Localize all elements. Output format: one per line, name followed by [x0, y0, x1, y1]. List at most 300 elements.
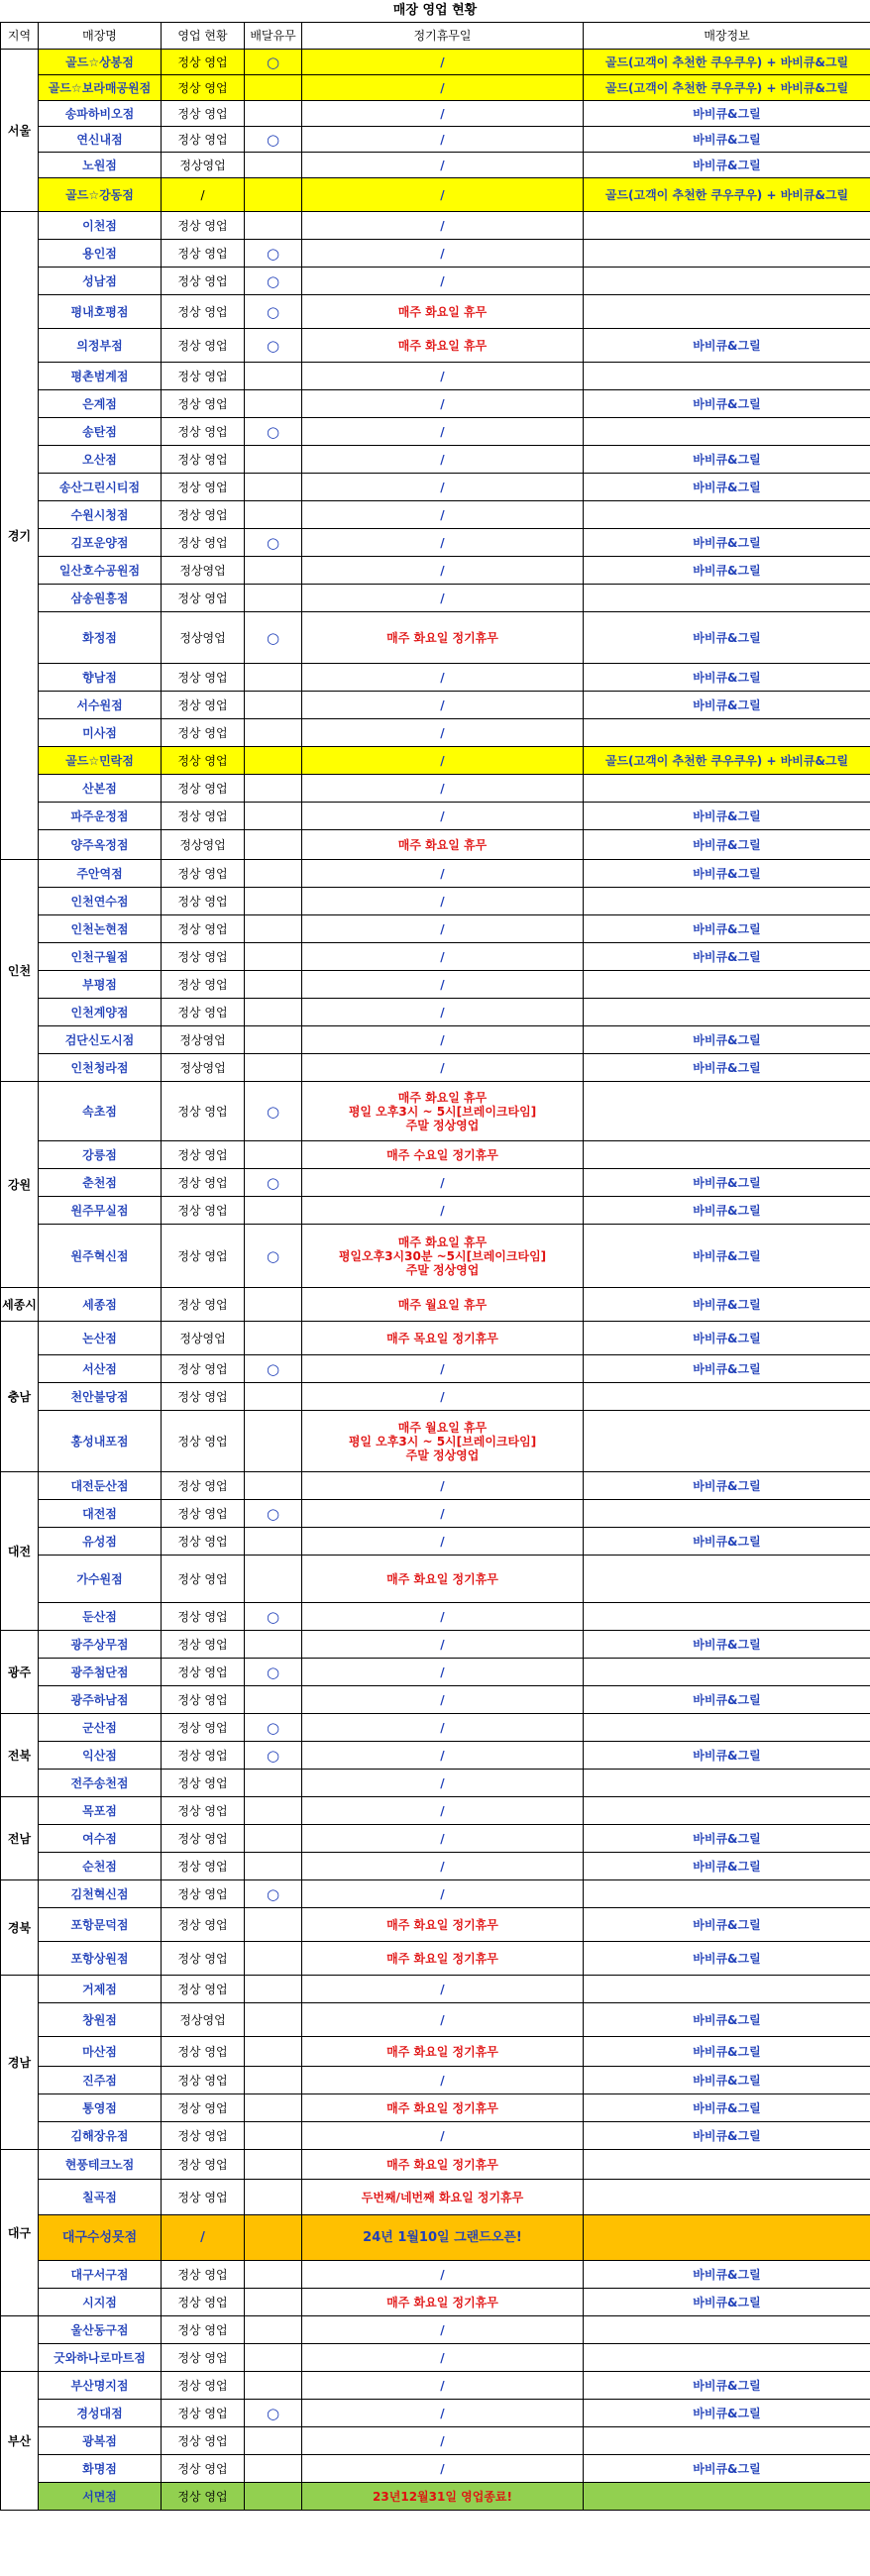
store-name: 현풍테크노점	[39, 2150, 162, 2180]
delivery-mark	[245, 2037, 302, 2067]
holiday-cell: /	[302, 2400, 584, 2427]
status-cell: 정상 영업	[162, 1770, 245, 1797]
holiday-cell: /	[302, 1355, 584, 1383]
holiday-cell: /	[302, 1797, 584, 1825]
table-row	[1, 557, 870, 585]
table-row	[1, 2261, 870, 2289]
delivery-mark: ○	[245, 418, 302, 446]
holiday-cell: 24년 1월10일 그랜드오픈!	[302, 2215, 584, 2261]
status-cell: /	[162, 178, 245, 212]
store-name: 화명점	[39, 2455, 162, 2483]
store-name: 인천청라점	[39, 1054, 162, 1082]
delivery-mark	[245, 390, 302, 418]
store-info	[584, 1141, 870, 1169]
delivery-mark	[245, 1472, 302, 1500]
store-name: 창원점	[39, 2003, 162, 2037]
store-name: 송파하비오점	[39, 101, 162, 127]
store-info: 바비큐&그릴	[584, 943, 870, 971]
table-row	[1, 915, 870, 943]
table-row	[1, 2150, 870, 2180]
delivery-mark	[245, 1853, 302, 1880]
holiday-cell: /	[302, 719, 584, 747]
holiday-cell: /	[302, 664, 584, 692]
store-name: 익산점	[39, 1742, 162, 1770]
store-info: 바비큐&그릴	[584, 1197, 870, 1225]
store-name: 칠곡점	[39, 2180, 162, 2215]
status-cell: 정상 영업	[162, 971, 245, 999]
table-row	[1, 474, 870, 501]
store-info: 바비큐&그릴	[584, 390, 870, 418]
status-cell: 정상 영업	[162, 2150, 245, 2180]
holiday-cell: /	[302, 390, 584, 418]
delivery-mark	[245, 860, 302, 888]
table-row	[1, 2037, 870, 2067]
status-cell: 정상 영업	[162, 2037, 245, 2067]
header-holiday: 정기휴무일	[302, 23, 584, 50]
store-name: 가수원점	[39, 1556, 162, 1603]
holiday-cell: 매주 화요일 정기휴무	[302, 1942, 584, 1976]
holiday-cell: /	[302, 2067, 584, 2094]
table-row	[1, 585, 870, 612]
store-info: 바비큐&그릴	[584, 692, 870, 719]
store-info	[584, 2316, 870, 2344]
store-info: 바비큐&그릴	[584, 2003, 870, 2037]
holiday-cell: /	[302, 127, 584, 153]
store-info	[584, 1603, 870, 1631]
delivery-mark	[245, 1976, 302, 2003]
holiday-cell: /	[302, 268, 584, 295]
delivery-mark	[245, 719, 302, 747]
store-info	[584, 1500, 870, 1528]
holiday-cell: 두번째/네번째 화요일 정기휴무	[302, 2180, 584, 2215]
table-row	[1, 719, 870, 747]
holiday-cell: /	[302, 888, 584, 915]
table-row	[1, 2344, 870, 2372]
table-row	[1, 1770, 870, 1797]
status-cell: 정상 영업	[162, 664, 245, 692]
delivery-mark	[245, 153, 302, 178]
holiday-cell: 매주 화요일 정기휴무	[302, 612, 584, 664]
store-name: 강릉점	[39, 1141, 162, 1169]
store-info: 바비큐&그릴	[584, 1288, 870, 1322]
store-info: 바비큐&그릴	[584, 1742, 870, 1770]
holiday-cell: /	[302, 75, 584, 101]
table-row	[1, 1169, 870, 1197]
status-cell: 정상영업	[162, 830, 245, 860]
store-name: 거제점	[39, 1976, 162, 2003]
status-cell: 정상 영업	[162, 2372, 245, 2400]
store-info: 바비큐&그릴	[584, 2094, 870, 2122]
table-row	[1, 50, 870, 75]
table-row	[1, 2483, 870, 2511]
delivery-mark: ○	[245, 612, 302, 664]
status-cell: 정상 영업	[162, 75, 245, 101]
holiday-cell: /	[302, 1770, 584, 1797]
table-row	[1, 2316, 870, 2344]
store-name: 군산점	[39, 1714, 162, 1742]
status-cell: 정상 영업	[162, 50, 245, 75]
delivery-mark: ○	[245, 529, 302, 557]
delivery-mark	[245, 2483, 302, 2511]
holiday-cell: /	[302, 529, 584, 557]
holiday-cell: 매주 화요일 휴무	[302, 295, 584, 329]
store-info: 바비큐&그릴	[584, 1908, 870, 1942]
delivery-mark	[245, 775, 302, 803]
store-name: 전주송천점	[39, 1770, 162, 1797]
store-name: 대전점	[39, 1500, 162, 1528]
table-row	[1, 860, 870, 888]
status-cell: 정상 영업	[162, 2455, 245, 2483]
delivery-mark	[245, 1686, 302, 1714]
delivery-mark: ○	[245, 240, 302, 268]
status-cell: 정상 영업	[162, 1686, 245, 1714]
store-info: 바비큐&그릴	[584, 529, 870, 557]
delivery-mark: ○	[245, 1714, 302, 1742]
holiday-cell: /	[302, 585, 584, 612]
table-row	[1, 1411, 870, 1472]
table-row	[1, 1659, 870, 1686]
status-cell: 정상영업	[162, 557, 245, 585]
status-cell: 정상 영업	[162, 329, 245, 363]
store-name: 대전둔산점	[39, 1472, 162, 1500]
table-row	[1, 1026, 870, 1054]
store-name: 검단신도시점	[39, 1026, 162, 1054]
holiday-cell: /	[302, 240, 584, 268]
delivery-mark	[245, 999, 302, 1026]
store-info	[584, 268, 870, 295]
delivery-mark: ○	[245, 1169, 302, 1197]
delivery-mark	[245, 212, 302, 240]
status-cell: 정상 영업	[162, 240, 245, 268]
store-info: 바비큐&그릴	[584, 153, 870, 178]
store-info	[584, 888, 870, 915]
status-cell: 정상 영업	[162, 1472, 245, 1500]
table-row	[1, 363, 870, 390]
status-cell: 정상 영업	[162, 915, 245, 943]
status-cell: 정상 영업	[162, 390, 245, 418]
table-row	[1, 830, 870, 860]
store-info: 바비큐&그릴	[584, 1686, 870, 1714]
holiday-cell: 매주 화요일 정기휴무	[302, 1908, 584, 1942]
store-info	[584, 999, 870, 1026]
table-row	[1, 2067, 870, 2094]
holiday-cell: 매주 월요일 휴무 평일 오후3시 ~ 5시[브레이크타임] 주말 정상영업	[302, 1411, 584, 1472]
table-row	[1, 1054, 870, 1082]
store-info: 바비큐&그릴	[584, 446, 870, 474]
header-status: 영업 현황	[162, 23, 245, 50]
holiday-cell: /	[302, 1825, 584, 1853]
header-info: 매장정보	[584, 23, 870, 50]
store-name: 인천논현점	[39, 915, 162, 943]
store-name: 진주점	[39, 2067, 162, 2094]
table-row	[1, 1383, 870, 1411]
delivery-mark: ○	[245, 2400, 302, 2427]
table-row	[1, 1853, 870, 1880]
holiday-cell: /	[302, 1383, 584, 1411]
delivery-mark	[245, 363, 302, 390]
table-row	[1, 178, 870, 212]
delivery-mark	[245, 1383, 302, 1411]
table-row	[1, 612, 870, 664]
region-cell: 강원	[1, 1082, 39, 1288]
table-row	[1, 268, 870, 295]
delivery-mark	[245, 2289, 302, 2316]
store-info	[584, 1411, 870, 1472]
store-name: 송탄점	[39, 418, 162, 446]
table-row	[1, 1528, 870, 1556]
store-name: 부평점	[39, 971, 162, 999]
table-row	[1, 1686, 870, 1714]
store-name: 평내호평점	[39, 295, 162, 329]
delivery-mark	[245, 2344, 302, 2372]
store-info	[584, 971, 870, 999]
status-cell: 정상 영업	[162, 1500, 245, 1528]
holiday-cell: /	[302, 101, 584, 127]
status-cell: 정상 영업	[162, 747, 245, 775]
delivery-mark	[245, 1825, 302, 1853]
status-cell: 정상 영업	[162, 501, 245, 529]
holiday-cell: /	[302, 1880, 584, 1908]
delivery-mark	[245, 692, 302, 719]
store-name: 천안불당점	[39, 1383, 162, 1411]
table-row	[1, 329, 870, 363]
holiday-cell: 매주 화요일 정기휴무	[302, 1556, 584, 1603]
store-name: 향남점	[39, 664, 162, 692]
store-info: 바비큐&그릴	[584, 1528, 870, 1556]
status-cell: 정상 영업	[162, 1355, 245, 1383]
delivery-mark	[245, 1411, 302, 1472]
holiday-cell: /	[302, 860, 584, 888]
store-name: 여수점	[39, 1825, 162, 1853]
table-row	[1, 529, 870, 557]
region-cell: 인천	[1, 860, 39, 1082]
holiday-cell: /	[302, 775, 584, 803]
table-row	[1, 501, 870, 529]
store-info: 바비큐&그릴	[584, 1472, 870, 1500]
store-info: 바비큐&그릴	[584, 101, 870, 127]
holiday-cell: /	[302, 446, 584, 474]
table-row	[1, 1556, 870, 1603]
table-row	[1, 153, 870, 178]
holiday-cell: 매주 화요일 정기휴무	[302, 2289, 584, 2316]
table-row	[1, 664, 870, 692]
store-info: 바비큐&그릴	[584, 612, 870, 664]
status-cell: 정상 영업	[162, 2400, 245, 2427]
store-name: 성남점	[39, 268, 162, 295]
store-info: 바비큐&그릴	[584, 2067, 870, 2094]
holiday-cell: /	[302, 692, 584, 719]
table-row	[1, 295, 870, 329]
store-info: 바비큐&그릴	[584, 1026, 870, 1054]
table-row	[1, 1631, 870, 1659]
delivery-mark: ○	[245, 1659, 302, 1686]
holiday-cell: /	[302, 747, 584, 775]
status-cell: 정상영업	[162, 1026, 245, 1054]
store-name: 대구수성못점	[39, 2215, 162, 2261]
status-cell: 정상 영업	[162, 2344, 245, 2372]
store-info	[584, 2180, 870, 2215]
holiday-cell: /	[302, 1631, 584, 1659]
holiday-cell: 매주 화요일 휴무	[302, 830, 584, 860]
status-cell: 정상 영업	[162, 1197, 245, 1225]
store-info	[584, 1880, 870, 1908]
table-row	[1, 212, 870, 240]
store-info	[584, 1770, 870, 1797]
holiday-cell: /	[302, 915, 584, 943]
table-row	[1, 1082, 870, 1141]
holiday-cell: /	[302, 1603, 584, 1631]
delivery-mark	[245, 2261, 302, 2289]
table-row	[1, 999, 870, 1026]
delivery-mark	[245, 2215, 302, 2261]
table-row	[1, 692, 870, 719]
delivery-mark	[245, 2067, 302, 2094]
table-row	[1, 2215, 870, 2261]
delivery-mark	[245, 1908, 302, 1942]
table-row	[1, 1322, 870, 1355]
store-table-body	[1, 50, 870, 2511]
delivery-mark	[245, 1528, 302, 1556]
delivery-mark: ○	[245, 295, 302, 329]
region-cell: 전북	[1, 1714, 39, 1797]
status-cell: 정상영업	[162, 1054, 245, 1082]
status-cell: 정상 영업	[162, 127, 245, 153]
store-info	[584, 212, 870, 240]
region-cell: 서울	[1, 50, 39, 212]
holiday-cell: /	[302, 1500, 584, 1528]
store-name: 송산그린시티점	[39, 474, 162, 501]
store-name: 산본점	[39, 775, 162, 803]
store-info: 골드(고객이 추천한 쿠우쿠우) + 바비큐&그릴	[584, 178, 870, 212]
status-cell: 정상 영업	[162, 1797, 245, 1825]
store-name: 노원점	[39, 153, 162, 178]
holiday-cell: /	[302, 2122, 584, 2150]
table-row	[1, 1908, 870, 1942]
delivery-mark	[245, 2180, 302, 2215]
table-row	[1, 1976, 870, 2003]
store-name: 골드☆민락점	[39, 747, 162, 775]
status-cell: 정상 영업	[162, 2483, 245, 2511]
status-cell: 정상 영업	[162, 1288, 245, 1322]
status-cell: 정상 영업	[162, 719, 245, 747]
store-info	[584, 1556, 870, 1603]
store-name: 인천구월점	[39, 943, 162, 971]
holiday-cell: /	[302, 2003, 584, 2037]
status-cell: 정상 영업	[162, 999, 245, 1026]
holiday-cell: /	[302, 2427, 584, 2455]
status-cell: 정상 영업	[162, 803, 245, 830]
delivery-mark: ○	[245, 1500, 302, 1528]
store-name: 골드☆상봉점	[39, 50, 162, 75]
header-store: 매장명	[39, 23, 162, 50]
status-cell: 정상 영업	[162, 585, 245, 612]
store-name: 삼송원흥점	[39, 585, 162, 612]
store-info: 바비큐&그릴	[584, 1355, 870, 1383]
store-info	[584, 1659, 870, 1686]
header-delivery: 배달유무	[245, 23, 302, 50]
holiday-cell: /	[302, 1742, 584, 1770]
store-name: 서산점	[39, 1355, 162, 1383]
store-info	[584, 240, 870, 268]
holiday-cell: /	[302, 153, 584, 178]
store-name: 은계점	[39, 390, 162, 418]
delivery-mark	[245, 1797, 302, 1825]
delivery-mark	[245, 1054, 302, 1082]
holiday-cell: /	[302, 971, 584, 999]
store-name: 시지점	[39, 2289, 162, 2316]
delivery-mark	[245, 1141, 302, 1169]
store-info: 바비큐&그릴	[584, 474, 870, 501]
delivery-mark	[245, 178, 302, 212]
table-row	[1, 1742, 870, 1770]
delivery-mark	[245, 75, 302, 101]
delivery-mark	[245, 2094, 302, 2122]
table-row	[1, 2455, 870, 2483]
status-cell: 정상 영업	[162, 1141, 245, 1169]
holiday-cell: 매주 수요일 정기휴무	[302, 1141, 584, 1169]
delivery-mark	[245, 1631, 302, 1659]
status-cell: 정상 영업	[162, 888, 245, 915]
status-cell: 정상 영업	[162, 418, 245, 446]
table-row	[1, 2003, 870, 2037]
delivery-mark	[245, 803, 302, 830]
holiday-cell: /	[302, 2344, 584, 2372]
status-cell: 정상 영업	[162, 295, 245, 329]
status-cell: 정상 영업	[162, 692, 245, 719]
holiday-cell: /	[302, 50, 584, 75]
delivery-mark: ○	[245, 268, 302, 295]
store-name: 파주운정점	[39, 803, 162, 830]
store-info: 바비큐&그릴	[584, 1169, 870, 1197]
store-info: 바비큐&그릴	[584, 1631, 870, 1659]
status-cell: 정상 영업	[162, 860, 245, 888]
store-info: 바비큐&그릴	[584, 860, 870, 888]
header-region: 지역	[1, 23, 39, 50]
status-cell: 정상 영업	[162, 529, 245, 557]
status-cell: 정상 영업	[162, 1383, 245, 1411]
store-info: 바비큐&그릴	[584, 1322, 870, 1355]
store-name: 김포운양점	[39, 529, 162, 557]
store-name: 주안역점	[39, 860, 162, 888]
delivery-mark: ○	[245, 50, 302, 75]
store-info	[584, 418, 870, 446]
store-name: 원주혁신점	[39, 1225, 162, 1288]
store-name: 홍성내포점	[39, 1411, 162, 1472]
status-cell: 정상 영업	[162, 446, 245, 474]
table-row	[1, 747, 870, 775]
store-name: 김천혁신점	[39, 1880, 162, 1908]
store-info	[584, 2215, 870, 2261]
status-cell: 정상영업	[162, 612, 245, 664]
holiday-cell: 매주 화요일 휴무 평일오후3시30분 ~5시[브레이크타임] 주말 정상영업	[302, 1225, 584, 1288]
table-row	[1, 2180, 870, 2215]
store-info	[584, 295, 870, 329]
delivery-mark	[245, 501, 302, 529]
delivery-mark: ○	[245, 329, 302, 363]
store-info: 바비큐&그릴	[584, 803, 870, 830]
status-cell: 정상 영업	[162, 101, 245, 127]
status-cell: 정상 영업	[162, 1659, 245, 1686]
status-cell: 정상 영업	[162, 2261, 245, 2289]
store-info	[584, 1797, 870, 1825]
store-name: 광주상무점	[39, 1631, 162, 1659]
store-info	[584, 2344, 870, 2372]
delivery-mark	[245, 1556, 302, 1603]
store-name: 이천점	[39, 212, 162, 240]
store-name: 서수원점	[39, 692, 162, 719]
status-cell: 정상 영업	[162, 474, 245, 501]
delivery-mark	[245, 664, 302, 692]
